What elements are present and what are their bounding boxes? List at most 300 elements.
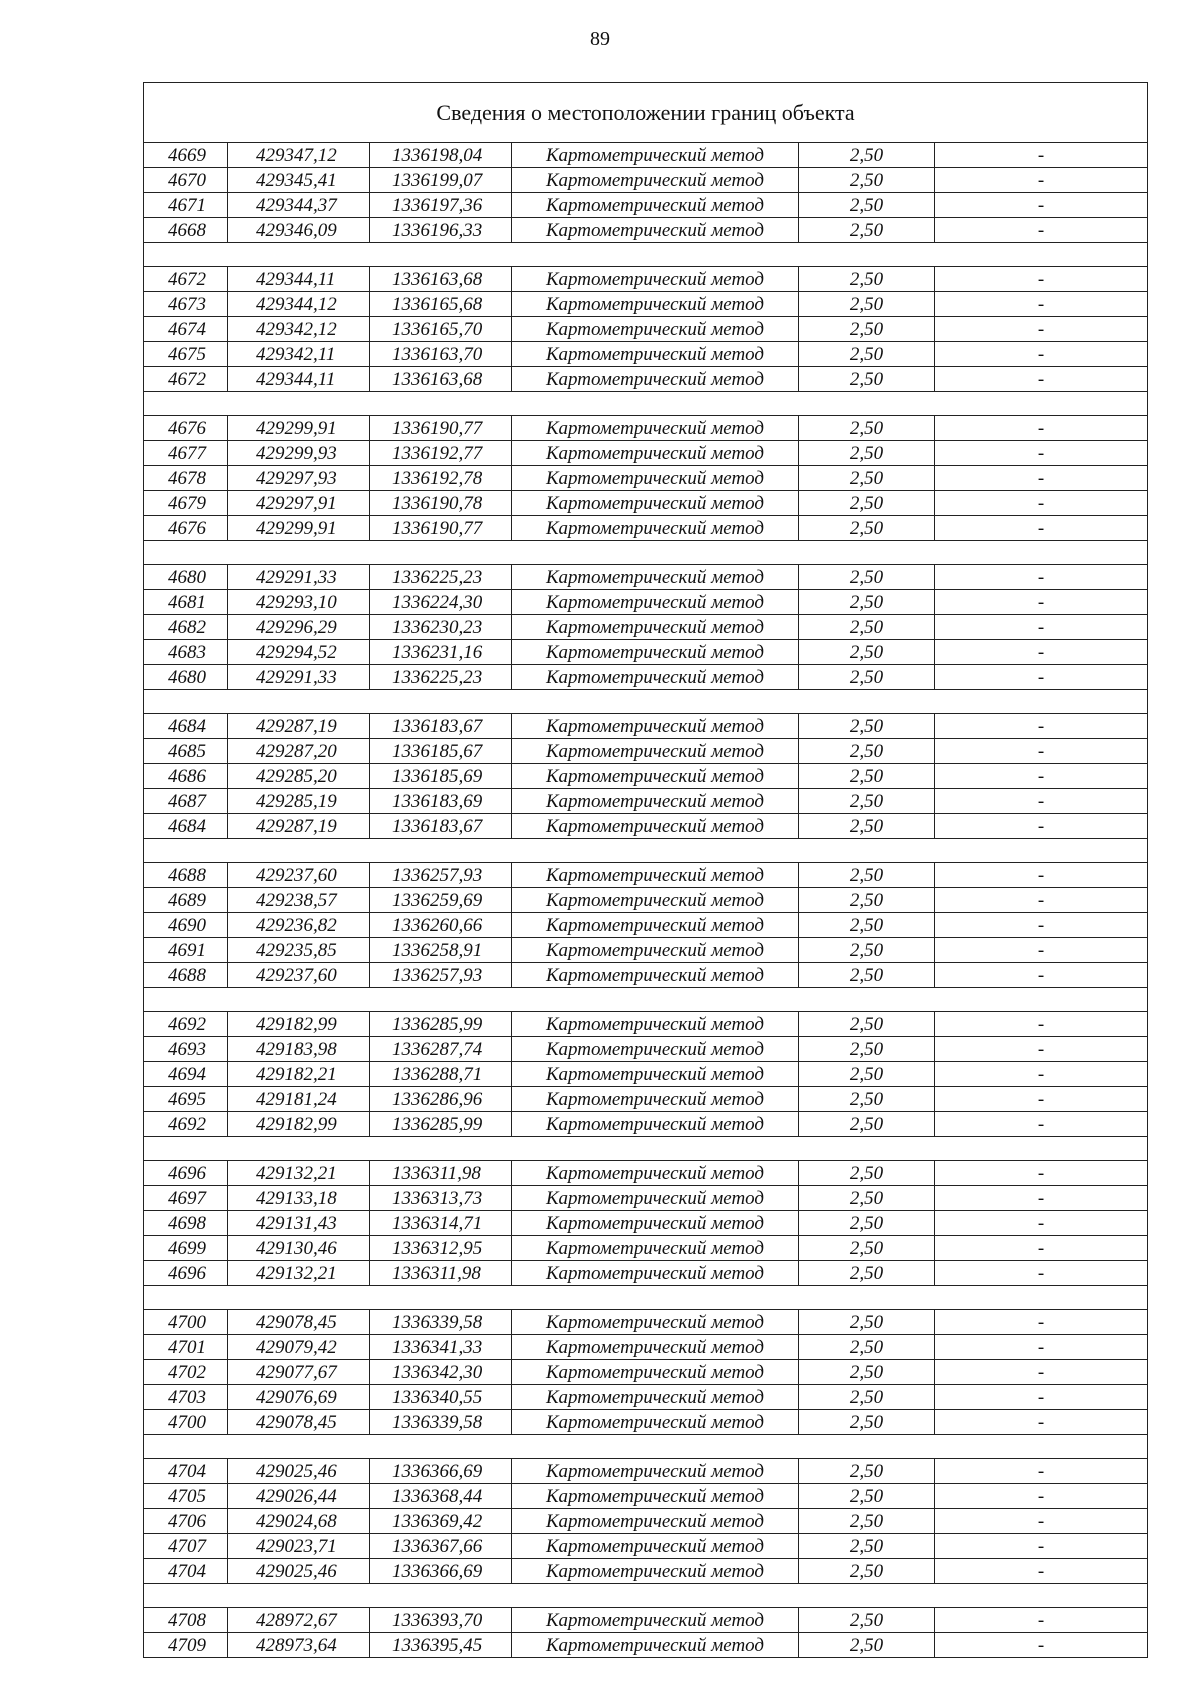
x-coordinate-cell: 429025,46 bbox=[228, 1459, 370, 1484]
method-cell: Картометрический метод bbox=[512, 1012, 799, 1037]
description-cell: - bbox=[935, 814, 1148, 839]
y-coordinate-cell: 1336257,93 bbox=[370, 863, 512, 888]
y-coordinate-cell: 1336163,68 bbox=[370, 367, 512, 392]
y-coordinate-cell: 1336185,69 bbox=[370, 764, 512, 789]
contour-separator-row bbox=[144, 1435, 1148, 1459]
x-coordinate-cell: 429077,67 bbox=[228, 1360, 370, 1385]
point-number-cell: 4703 bbox=[144, 1385, 228, 1410]
separator-cell bbox=[144, 1137, 1148, 1161]
y-coordinate-cell: 1336395,45 bbox=[370, 1633, 512, 1658]
table-row bbox=[144, 789, 1148, 814]
x-coordinate-cell: 429287,20 bbox=[228, 739, 370, 764]
accuracy-cell: 2,50 bbox=[799, 1335, 935, 1360]
separator-cell bbox=[144, 1286, 1148, 1310]
y-coordinate-cell: 1336198,04 bbox=[370, 143, 512, 168]
y-coordinate-cell: 1336230,23 bbox=[370, 615, 512, 640]
accuracy-cell: 2,50 bbox=[799, 789, 935, 814]
description-cell: - bbox=[935, 714, 1148, 739]
accuracy-cell: 2,50 bbox=[799, 938, 935, 963]
description-cell: - bbox=[935, 367, 1148, 392]
x-coordinate-cell: 429076,69 bbox=[228, 1385, 370, 1410]
table-row bbox=[144, 516, 1148, 541]
x-coordinate-cell: 429025,46 bbox=[228, 1559, 370, 1584]
accuracy-cell: 2,50 bbox=[799, 1559, 935, 1584]
accuracy-cell: 2,50 bbox=[799, 963, 935, 988]
x-coordinate-cell: 429024,68 bbox=[228, 1509, 370, 1534]
point-number-cell: 4672 bbox=[144, 267, 228, 292]
table-body bbox=[144, 83, 1148, 1658]
point-number-cell: 4700 bbox=[144, 1410, 228, 1435]
y-coordinate-cell: 1336165,68 bbox=[370, 292, 512, 317]
point-number-cell: 4700 bbox=[144, 1310, 228, 1335]
accuracy-cell: 2,50 bbox=[799, 466, 935, 491]
x-coordinate-cell: 428973,64 bbox=[228, 1633, 370, 1658]
point-number-cell: 4699 bbox=[144, 1236, 228, 1261]
table-row bbox=[144, 665, 1148, 690]
point-number-cell: 4673 bbox=[144, 292, 228, 317]
point-number-cell: 4668 bbox=[144, 218, 228, 243]
description-cell: - bbox=[935, 416, 1148, 441]
description-cell: - bbox=[935, 441, 1148, 466]
method-cell: Картометрический метод bbox=[512, 615, 799, 640]
x-coordinate-cell: 429023,71 bbox=[228, 1534, 370, 1559]
x-coordinate-cell: 429293,10 bbox=[228, 590, 370, 615]
x-coordinate-cell: 429291,33 bbox=[228, 565, 370, 590]
accuracy-cell: 2,50 bbox=[799, 1012, 935, 1037]
y-coordinate-cell: 1336366,69 bbox=[370, 1459, 512, 1484]
table-row bbox=[144, 913, 1148, 938]
accuracy-cell: 2,50 bbox=[799, 516, 935, 541]
table-row bbox=[144, 1360, 1148, 1385]
point-number-cell: 4706 bbox=[144, 1509, 228, 1534]
method-cell: Картометрический метод bbox=[512, 491, 799, 516]
x-coordinate-cell: 428972,67 bbox=[228, 1608, 370, 1633]
title-row bbox=[144, 83, 1148, 143]
method-cell: Картометрический метод bbox=[512, 441, 799, 466]
point-number-cell: 4686 bbox=[144, 764, 228, 789]
description-cell: - bbox=[935, 1211, 1148, 1236]
method-cell: Картометрический метод bbox=[512, 1186, 799, 1211]
x-coordinate-cell: 429079,42 bbox=[228, 1335, 370, 1360]
accuracy-cell: 2,50 bbox=[799, 1236, 935, 1261]
table-row bbox=[144, 1559, 1148, 1584]
x-coordinate-cell: 429287,19 bbox=[228, 814, 370, 839]
accuracy-cell: 2,50 bbox=[799, 1186, 935, 1211]
table-row bbox=[144, 1410, 1148, 1435]
y-coordinate-cell: 1336196,33 bbox=[370, 218, 512, 243]
description-cell: - bbox=[935, 764, 1148, 789]
x-coordinate-cell: 429182,99 bbox=[228, 1012, 370, 1037]
method-cell: Картометрический метод bbox=[512, 714, 799, 739]
y-coordinate-cell: 1336340,55 bbox=[370, 1385, 512, 1410]
method-cell: Картометрический метод bbox=[512, 367, 799, 392]
y-coordinate-cell: 1336190,78 bbox=[370, 491, 512, 516]
separator-cell bbox=[144, 839, 1148, 863]
table-row bbox=[144, 342, 1148, 367]
method-cell: Картометрический метод bbox=[512, 789, 799, 814]
method-cell: Картометрический метод bbox=[512, 1459, 799, 1484]
x-coordinate-cell: 429026,44 bbox=[228, 1484, 370, 1509]
method-cell: Картометрический метод bbox=[512, 466, 799, 491]
y-coordinate-cell: 1336257,93 bbox=[370, 963, 512, 988]
x-coordinate-cell: 429132,21 bbox=[228, 1161, 370, 1186]
y-coordinate-cell: 1336165,70 bbox=[370, 317, 512, 342]
y-coordinate-cell: 1336368,44 bbox=[370, 1484, 512, 1509]
y-coordinate-cell: 1336366,69 bbox=[370, 1559, 512, 1584]
description-cell: - bbox=[935, 292, 1148, 317]
x-coordinate-cell: 429344,11 bbox=[228, 267, 370, 292]
description-cell: - bbox=[935, 1385, 1148, 1410]
table-row bbox=[144, 1211, 1148, 1236]
y-coordinate-cell: 1336231,16 bbox=[370, 640, 512, 665]
accuracy-cell: 2,50 bbox=[799, 1037, 935, 1062]
table-row bbox=[144, 441, 1148, 466]
y-coordinate-cell: 1336197,36 bbox=[370, 193, 512, 218]
table-row bbox=[144, 739, 1148, 764]
table-row bbox=[144, 1335, 1148, 1360]
y-coordinate-cell: 1336311,98 bbox=[370, 1161, 512, 1186]
x-coordinate-cell: 429078,45 bbox=[228, 1310, 370, 1335]
table-row bbox=[144, 292, 1148, 317]
description-cell: - bbox=[935, 739, 1148, 764]
description-cell: - bbox=[935, 317, 1148, 342]
description-cell: - bbox=[935, 168, 1148, 193]
y-coordinate-cell: 1336314,71 bbox=[370, 1211, 512, 1236]
contour-separator-row bbox=[144, 541, 1148, 565]
x-coordinate-cell: 429287,19 bbox=[228, 714, 370, 739]
point-number-cell: 4696 bbox=[144, 1161, 228, 1186]
point-number-cell: 4683 bbox=[144, 640, 228, 665]
y-coordinate-cell: 1336339,58 bbox=[370, 1410, 512, 1435]
description-cell: - bbox=[935, 1559, 1148, 1584]
point-number-cell: 4676 bbox=[144, 416, 228, 441]
method-cell: Картометрический метод bbox=[512, 218, 799, 243]
contour-separator-row bbox=[144, 392, 1148, 416]
method-cell: Картометрический метод bbox=[512, 888, 799, 913]
point-number-cell: 4692 bbox=[144, 1012, 228, 1037]
accuracy-cell: 2,50 bbox=[799, 888, 935, 913]
accuracy-cell: 2,50 bbox=[799, 1087, 935, 1112]
method-cell: Картометрический метод bbox=[512, 1484, 799, 1509]
separator-cell bbox=[144, 243, 1148, 267]
method-cell: Картометрический метод bbox=[512, 342, 799, 367]
y-coordinate-cell: 1336183,67 bbox=[370, 814, 512, 839]
table-row bbox=[144, 863, 1148, 888]
method-cell: Картометрический метод bbox=[512, 1087, 799, 1112]
point-number-cell: 4675 bbox=[144, 342, 228, 367]
table-row bbox=[144, 267, 1148, 292]
accuracy-cell: 2,50 bbox=[799, 441, 935, 466]
x-coordinate-cell: 429344,11 bbox=[228, 367, 370, 392]
accuracy-cell: 2,50 bbox=[799, 1310, 935, 1335]
accuracy-cell: 2,50 bbox=[799, 143, 935, 168]
x-coordinate-cell: 429183,98 bbox=[228, 1037, 370, 1062]
table-row bbox=[144, 1062, 1148, 1087]
method-cell: Картометрический метод bbox=[512, 938, 799, 963]
accuracy-cell: 2,50 bbox=[799, 1360, 935, 1385]
y-coordinate-cell: 1336192,78 bbox=[370, 466, 512, 491]
description-cell: - bbox=[935, 590, 1148, 615]
description-cell: - bbox=[935, 1534, 1148, 1559]
description-cell: - bbox=[935, 1410, 1148, 1435]
description-cell: - bbox=[935, 491, 1148, 516]
accuracy-cell: 2,50 bbox=[799, 1112, 935, 1137]
x-coordinate-cell: 429238,57 bbox=[228, 888, 370, 913]
method-cell: Картометрический метод bbox=[512, 1633, 799, 1658]
table-row bbox=[144, 1385, 1148, 1410]
method-cell: Картометрический метод bbox=[512, 292, 799, 317]
method-cell: Картометрический метод bbox=[512, 416, 799, 441]
table-row bbox=[144, 640, 1148, 665]
x-coordinate-cell: 429342,11 bbox=[228, 342, 370, 367]
y-coordinate-cell: 1336285,99 bbox=[370, 1012, 512, 1037]
point-number-cell: 4688 bbox=[144, 963, 228, 988]
x-coordinate-cell: 429346,09 bbox=[228, 218, 370, 243]
point-number-cell: 4709 bbox=[144, 1633, 228, 1658]
method-cell: Картометрический метод bbox=[512, 1608, 799, 1633]
accuracy-cell: 2,50 bbox=[799, 640, 935, 665]
table-row bbox=[144, 938, 1148, 963]
description-cell: - bbox=[935, 913, 1148, 938]
method-cell: Картометрический метод bbox=[512, 1062, 799, 1087]
y-coordinate-cell: 1336183,69 bbox=[370, 789, 512, 814]
method-cell: Картометрический метод bbox=[512, 516, 799, 541]
point-number-cell: 4680 bbox=[144, 665, 228, 690]
point-number-cell: 4702 bbox=[144, 1360, 228, 1385]
method-cell: Картометрический метод bbox=[512, 1410, 799, 1435]
method-cell: Картометрический метод bbox=[512, 764, 799, 789]
contour-separator-row bbox=[144, 1137, 1148, 1161]
method-cell: Картометрический метод bbox=[512, 913, 799, 938]
separator-cell bbox=[144, 1435, 1148, 1459]
accuracy-cell: 2,50 bbox=[799, 1633, 935, 1658]
method-cell: Картометрический метод bbox=[512, 1310, 799, 1335]
y-coordinate-cell: 1336393,70 bbox=[370, 1608, 512, 1633]
accuracy-cell: 2,50 bbox=[799, 764, 935, 789]
method-cell: Картометрический метод bbox=[512, 1534, 799, 1559]
table-row bbox=[144, 1534, 1148, 1559]
table-row bbox=[144, 565, 1148, 590]
point-number-cell: 4697 bbox=[144, 1186, 228, 1211]
point-number-cell: 4682 bbox=[144, 615, 228, 640]
description-cell: - bbox=[935, 267, 1148, 292]
x-coordinate-cell: 429285,19 bbox=[228, 789, 370, 814]
description-cell: - bbox=[935, 1261, 1148, 1286]
method-cell: Картометрический метод bbox=[512, 143, 799, 168]
method-cell: Картометрический метод bbox=[512, 1360, 799, 1385]
description-cell: - bbox=[935, 1484, 1148, 1509]
method-cell: Картометрический метод bbox=[512, 863, 799, 888]
point-number-cell: 4678 bbox=[144, 466, 228, 491]
description-cell: - bbox=[935, 1062, 1148, 1087]
description-cell: - bbox=[935, 1608, 1148, 1633]
description-cell: - bbox=[935, 888, 1148, 913]
x-coordinate-cell: 429131,43 bbox=[228, 1211, 370, 1236]
point-number-cell: 4684 bbox=[144, 814, 228, 839]
y-coordinate-cell: 1336258,91 bbox=[370, 938, 512, 963]
table-row bbox=[144, 193, 1148, 218]
y-coordinate-cell: 1336312,95 bbox=[370, 1236, 512, 1261]
method-cell: Картометрический метод bbox=[512, 1037, 799, 1062]
accuracy-cell: 2,50 bbox=[799, 1261, 935, 1286]
method-cell: Картометрический метод bbox=[512, 814, 799, 839]
table-row bbox=[144, 963, 1148, 988]
table-row bbox=[144, 1484, 1148, 1509]
point-number-cell: 4695 bbox=[144, 1087, 228, 1112]
method-cell: Картометрический метод bbox=[512, 590, 799, 615]
method-cell: Картометрический метод bbox=[512, 193, 799, 218]
method-cell: Картометрический метод bbox=[512, 1261, 799, 1286]
accuracy-cell: 2,50 bbox=[799, 1534, 935, 1559]
accuracy-cell: 2,50 bbox=[799, 665, 935, 690]
method-cell: Картометрический метод bbox=[512, 963, 799, 988]
description-cell: - bbox=[935, 789, 1148, 814]
x-coordinate-cell: 429297,93 bbox=[228, 466, 370, 491]
point-number-cell: 4691 bbox=[144, 938, 228, 963]
x-coordinate-cell: 429132,21 bbox=[228, 1261, 370, 1286]
accuracy-cell: 2,50 bbox=[799, 342, 935, 367]
page-number: 89 bbox=[590, 28, 610, 50]
description-cell: - bbox=[935, 1310, 1148, 1335]
accuracy-cell: 2,50 bbox=[799, 491, 935, 516]
table-row bbox=[144, 367, 1148, 392]
accuracy-cell: 2,50 bbox=[799, 714, 935, 739]
point-number-cell: 4692 bbox=[144, 1112, 228, 1137]
accuracy-cell: 2,50 bbox=[799, 1410, 935, 1435]
x-coordinate-cell: 429235,85 bbox=[228, 938, 370, 963]
y-coordinate-cell: 1336224,30 bbox=[370, 590, 512, 615]
table-row bbox=[144, 1459, 1148, 1484]
table-row bbox=[144, 764, 1148, 789]
x-coordinate-cell: 429237,60 bbox=[228, 963, 370, 988]
boundary-table-frame bbox=[143, 82, 1147, 1658]
contour-separator-row bbox=[144, 243, 1148, 267]
point-number-cell: 4677 bbox=[144, 441, 228, 466]
accuracy-cell: 2,50 bbox=[799, 739, 935, 764]
method-cell: Картометрический метод bbox=[512, 665, 799, 690]
y-coordinate-cell: 1336183,67 bbox=[370, 714, 512, 739]
contour-separator-row bbox=[144, 1584, 1148, 1608]
accuracy-cell: 2,50 bbox=[799, 1062, 935, 1087]
point-number-cell: 4705 bbox=[144, 1484, 228, 1509]
description-cell: - bbox=[935, 615, 1148, 640]
x-coordinate-cell: 429344,37 bbox=[228, 193, 370, 218]
table-row bbox=[144, 466, 1148, 491]
description-cell: - bbox=[935, 1161, 1148, 1186]
separator-cell bbox=[144, 392, 1148, 416]
table-row bbox=[144, 814, 1148, 839]
table-row bbox=[144, 1608, 1148, 1633]
method-cell: Картометрический метод bbox=[512, 739, 799, 764]
accuracy-cell: 2,50 bbox=[799, 317, 935, 342]
point-number-cell: 4684 bbox=[144, 714, 228, 739]
accuracy-cell: 2,50 bbox=[799, 292, 935, 317]
y-coordinate-cell: 1336286,96 bbox=[370, 1087, 512, 1112]
accuracy-cell: 2,50 bbox=[799, 218, 935, 243]
x-coordinate-cell: 429297,91 bbox=[228, 491, 370, 516]
y-coordinate-cell: 1336260,66 bbox=[370, 913, 512, 938]
point-number-cell: 4679 bbox=[144, 491, 228, 516]
accuracy-cell: 2,50 bbox=[799, 913, 935, 938]
point-number-cell: 4671 bbox=[144, 193, 228, 218]
x-coordinate-cell: 429130,46 bbox=[228, 1236, 370, 1261]
accuracy-cell: 2,50 bbox=[799, 1484, 935, 1509]
y-coordinate-cell: 1336185,67 bbox=[370, 739, 512, 764]
description-cell: - bbox=[935, 1186, 1148, 1211]
point-number-cell: 4690 bbox=[144, 913, 228, 938]
point-number-cell: 4704 bbox=[144, 1459, 228, 1484]
method-cell: Картометрический метод bbox=[512, 1509, 799, 1534]
accuracy-cell: 2,50 bbox=[799, 1608, 935, 1633]
table-row bbox=[144, 1509, 1148, 1534]
separator-cell bbox=[144, 988, 1148, 1012]
point-number-cell: 4688 bbox=[144, 863, 228, 888]
table-row bbox=[144, 1112, 1148, 1137]
accuracy-cell: 2,50 bbox=[799, 1509, 935, 1534]
x-coordinate-cell: 429182,21 bbox=[228, 1062, 370, 1087]
table-row bbox=[144, 1087, 1148, 1112]
x-coordinate-cell: 429299,91 bbox=[228, 416, 370, 441]
description-cell: - bbox=[935, 1633, 1148, 1658]
x-coordinate-cell: 429285,20 bbox=[228, 764, 370, 789]
point-number-cell: 4701 bbox=[144, 1335, 228, 1360]
separator-cell bbox=[144, 690, 1148, 714]
boundary-table bbox=[143, 82, 1148, 1658]
point-number-cell: 4707 bbox=[144, 1534, 228, 1559]
description-cell: - bbox=[935, 963, 1148, 988]
x-coordinate-cell: 429181,24 bbox=[228, 1087, 370, 1112]
table-title: Сведения о местоположении границ объекта bbox=[144, 83, 1148, 143]
contour-separator-row bbox=[144, 690, 1148, 714]
method-cell: Картометрический метод bbox=[512, 1335, 799, 1360]
accuracy-cell: 2,50 bbox=[799, 267, 935, 292]
x-coordinate-cell: 429296,29 bbox=[228, 615, 370, 640]
y-coordinate-cell: 1336288,71 bbox=[370, 1062, 512, 1087]
accuracy-cell: 2,50 bbox=[799, 1161, 935, 1186]
method-cell: Картометрический метод bbox=[512, 640, 799, 665]
description-cell: - bbox=[935, 863, 1148, 888]
accuracy-cell: 2,50 bbox=[799, 193, 935, 218]
point-number-cell: 4669 bbox=[144, 143, 228, 168]
description-cell: - bbox=[935, 665, 1148, 690]
method-cell: Картометрический метод bbox=[512, 317, 799, 342]
point-number-cell: 4708 bbox=[144, 1608, 228, 1633]
y-coordinate-cell: 1336287,74 bbox=[370, 1037, 512, 1062]
method-cell: Картометрический метод bbox=[512, 168, 799, 193]
method-cell: Картометрический метод bbox=[512, 565, 799, 590]
contour-separator-row bbox=[144, 988, 1148, 1012]
description-cell: - bbox=[935, 466, 1148, 491]
y-coordinate-cell: 1336163,68 bbox=[370, 267, 512, 292]
y-coordinate-cell: 1336342,30 bbox=[370, 1360, 512, 1385]
accuracy-cell: 2,50 bbox=[799, 814, 935, 839]
y-coordinate-cell: 1336199,07 bbox=[370, 168, 512, 193]
y-coordinate-cell: 1336339,58 bbox=[370, 1310, 512, 1335]
description-cell: - bbox=[935, 1509, 1148, 1534]
point-number-cell: 4687 bbox=[144, 789, 228, 814]
description-cell: - bbox=[935, 565, 1148, 590]
accuracy-cell: 2,50 bbox=[799, 1459, 935, 1484]
y-coordinate-cell: 1336367,66 bbox=[370, 1534, 512, 1559]
accuracy-cell: 2,50 bbox=[799, 565, 935, 590]
y-coordinate-cell: 1336163,70 bbox=[370, 342, 512, 367]
y-coordinate-cell: 1336192,77 bbox=[370, 441, 512, 466]
contour-separator-row bbox=[144, 1286, 1148, 1310]
point-number-cell: 4693 bbox=[144, 1037, 228, 1062]
table-row bbox=[144, 1012, 1148, 1037]
table-row bbox=[144, 615, 1148, 640]
method-cell: Картометрический метод bbox=[512, 1236, 799, 1261]
